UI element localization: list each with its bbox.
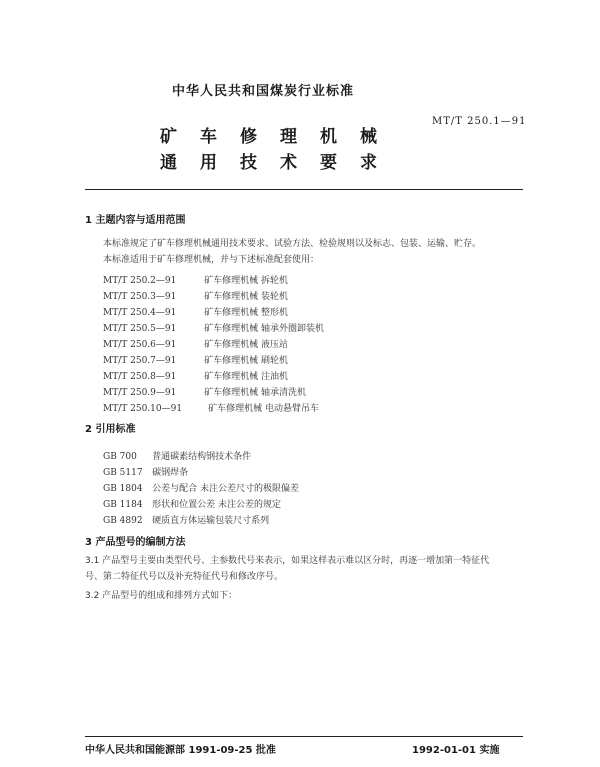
standard-code: MT/T 250.5—91: [103, 324, 177, 334]
section2-heading: 2 引用标准: [85, 424, 136, 435]
standard-number: MT/T 250.1—91: [432, 116, 527, 127]
standard-name: 形状和位置公差 未注公差的规定: [152, 500, 281, 510]
standard-name: 矿车修理机械 液压站: [204, 340, 288, 350]
standard-code: MT/T 250.2—91: [103, 276, 177, 286]
approval-line: 中华人民共和国能源部 1991-09-25 批准: [85, 745, 276, 756]
standard-code: MT/T 250.8—91: [103, 372, 177, 382]
standard-code: MT/T 250.3—91: [103, 292, 177, 302]
standard-name: 矿车修理机械 拆轮机: [204, 276, 288, 286]
standard-code: MT/T 250.6—91: [103, 340, 177, 350]
standard-name: 矿车修理机械 轴承清洗机: [204, 388, 306, 398]
section3-paragraph1: [85, 553, 525, 585]
standard-name: 矿车修理机械 轴承外圈卸装机: [204, 324, 324, 334]
standard-code: GB 5117: [103, 468, 143, 478]
standard-code: GB 1804: [103, 484, 143, 494]
footer-divider: [85, 736, 523, 737]
list-item: [103, 396, 319, 415]
paragraph-line: 号、第二特征代号以及补充特征代号和修改序号。: [85, 572, 284, 582]
list-item: [103, 508, 269, 527]
standard-code: GB 700: [103, 452, 137, 462]
standard-code: MT/T 250.10—91: [103, 404, 183, 414]
document-title-line2: 通用技术要求: [160, 153, 400, 173]
standard-name: 硬质直方体运输包装尺寸系列: [152, 516, 270, 526]
effective-date: 1992-01-01 实施: [412, 745, 500, 756]
header-divider: [85, 189, 523, 190]
section3-paragraph2: 3.2 产品型号的组成和排列方式如下：: [85, 591, 238, 601]
standard-name: 普通碳素结构钢技术条件: [152, 452, 252, 462]
standard-name: 矿车修理机械 装轮机: [204, 292, 288, 302]
section1-intro2: 本标准适用于矿车修理机械，并与下述标准配套使用：: [103, 255, 320, 265]
standard-code: MT/T 250.4—91: [103, 308, 177, 318]
standard-code: GB 1184: [103, 500, 143, 510]
issuer-title: 中华人民共和国煤炭行业标准: [172, 84, 355, 99]
standard-code: GB 4892: [103, 516, 143, 526]
section3-heading: 3 产品型号的编制方法: [85, 537, 186, 548]
standard-name: 碳钢焊条: [152, 468, 189, 478]
section1-intro1: 本标准规定了矿车修理机械通用技术要求、试验方法、检验规则以及标志、包装、运输、贮存。: [103, 239, 482, 249]
standard-code: MT/T 250.9—91: [103, 388, 177, 398]
standard-name: 矿车修理机械 电动悬臂吊车: [208, 404, 319, 414]
standard-name: 矿车修理机械 整形机: [204, 308, 288, 318]
paragraph-line: 3.1 产品型号主要由类型代号、主参数代号来表示，如果这样表示难以区分时，再逐一增加第一特征代: [85, 556, 490, 566]
standard-code: MT/T 250.7—91: [103, 356, 177, 366]
standard-name: 矿车修理机械 刷轮机: [204, 356, 288, 366]
section1-heading: 1 主题内容与适用范围: [85, 215, 186, 226]
standard-name: 公差与配合 未注公差尺寸的极限偏差: [152, 484, 299, 494]
document-title-line1: 矿车修理机械: [160, 127, 400, 147]
standard-name: 矿车修理机械 注油机: [204, 372, 288, 382]
